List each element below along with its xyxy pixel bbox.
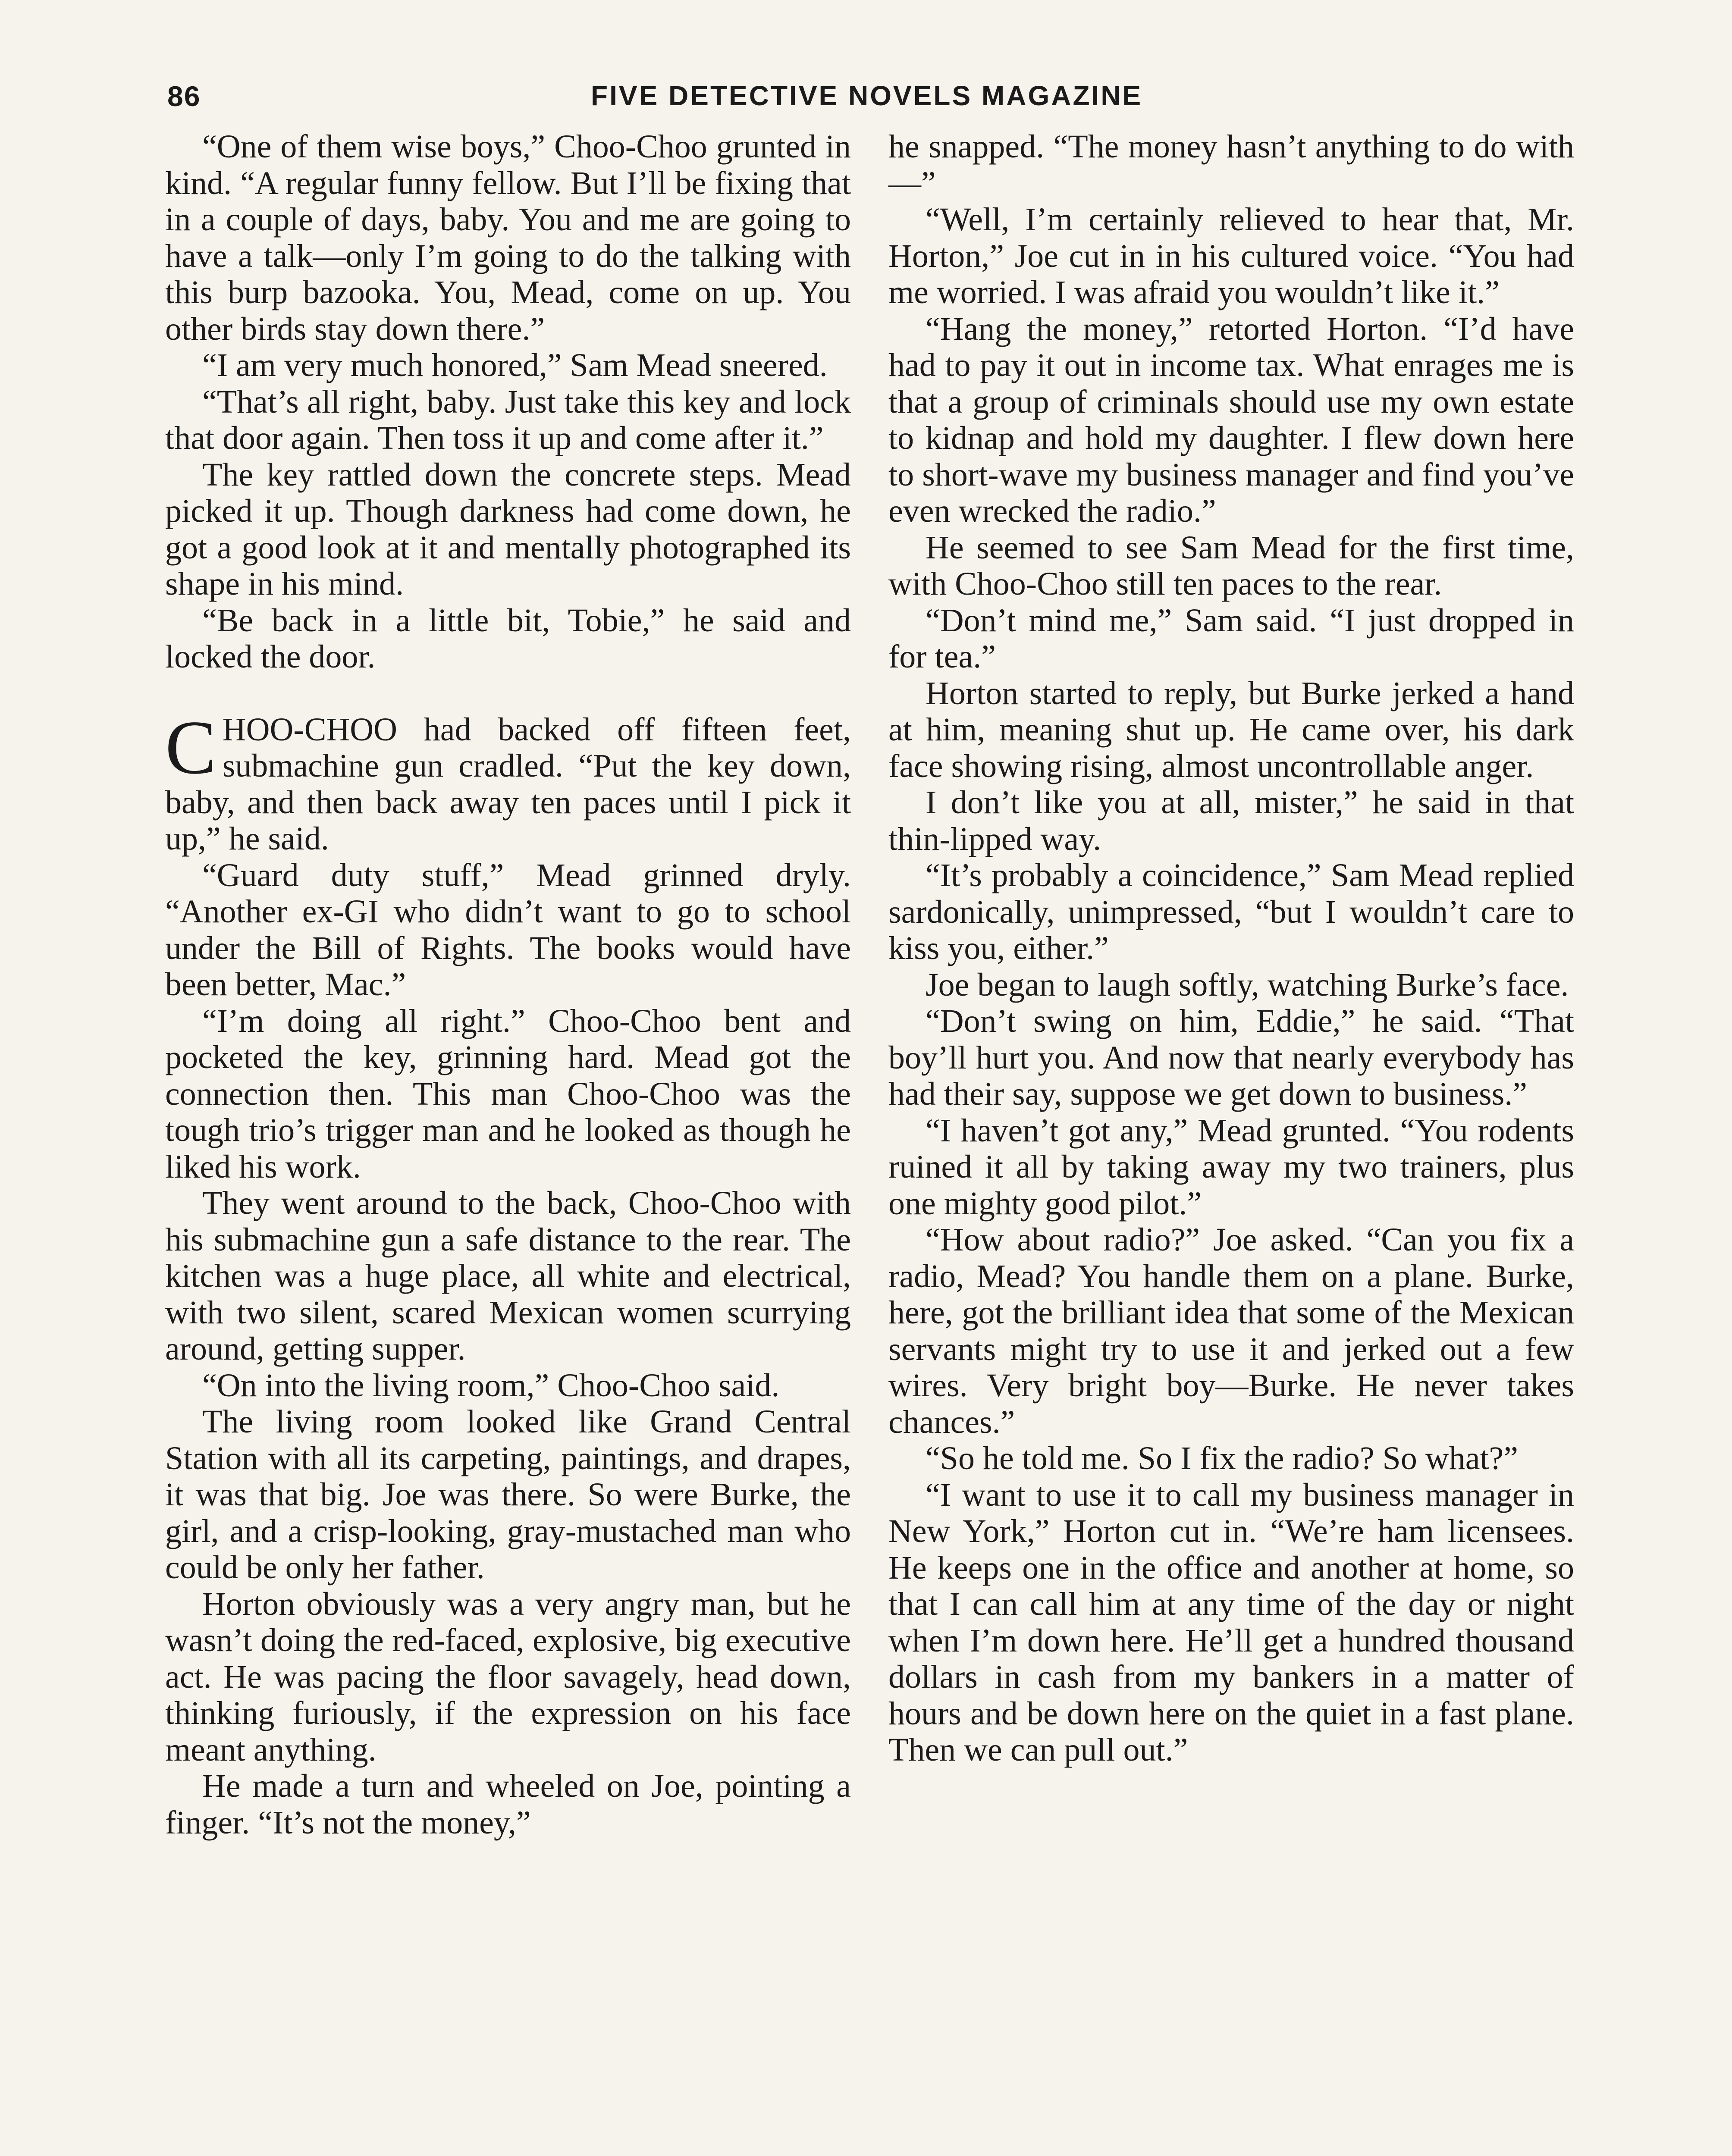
paragraph: “So he told me. So I fix the radio? So what?”: [926, 1440, 1519, 1476]
paragraph: “Guard duty stuff,” Mead grinned dryly. “Another ex-GI who didn’t want to go to school under the Bill of Rights. The books would have been better, Mac.”: [165, 857, 851, 1003]
paragraph: He seemed to see Sam Mead for the first time, with Choo-Choo still ten paces to the rear.: [888, 529, 1574, 602]
paragraph: “That’s all right, baby. Just take this key and lock that door again. Then toss it up and come after it.”: [165, 383, 851, 456]
left-text-column: [165, 128, 851, 1841]
paragraph: “Well, I’m certainly relieved to hear that, Mr. Horton,” Joe cut in in his cultured voice. “You had me worried. I was afraid you wouldn’t like it.”: [888, 201, 1574, 310]
paragraph: He made a turn and wheeled on Joe, pointing a finger. “It’s not the money,”: [165, 1768, 851, 1841]
paragraph: “Hang the money,” retorted Horton. “I’d have had to pay it out in income tax. What enrages me is that a group of criminals should use my own estate to kidnap and hold my daughter. I flew down here to short-wave my business manager and find you’ve even wrecked the radio.”: [888, 310, 1574, 529]
right-text-column: [888, 128, 1574, 1768]
paragraph-with-drop-cap: [165, 704, 851, 857]
drop-cap-letter: C: [165, 704, 216, 790]
page-number: 86: [167, 80, 201, 112]
paragraph: “One of them wise boys,” Choo-Choo grunted in kind. “A regular funny fellow. But I’ll be fixing that in a couple of days, baby. You and me are going to have a talk—only I’m going to do the talking with this burp bazooka. You, Mead, come on up. You other birds stay down there.”: [165, 128, 851, 347]
paragraph: I don’t like you at all, mister,” he said in that thin-lipped way.: [888, 784, 1574, 857]
paragraph: “Don’t swing on him, Eddie,” he said. “That boy’ll hurt you. And now that nearly everybody has had their say, suppose we get down to business.”: [888, 1003, 1574, 1112]
paragraph: They went around to the back, Choo-Choo with his submachine gun a safe distance to the rear. The kitchen was a huge place, all white and electrical, with two silent, scared Mexican women scurrying around, getting supper.: [165, 1185, 851, 1367]
paragraph: “I’m doing all right.” Choo-Choo bent and pocketed the key, grinning hard. Mead got the connection then. This man Choo-Choo was the tough trio’s trigger man and he looked as though he liked his work.: [165, 1003, 851, 1185]
paragraph: “I haven’t got any,” Mead grunted. “You rodents ruined it all by taking away my two trainers, plus one mighty good pilot.”: [888, 1112, 1574, 1222]
paragraph: “How about radio?” Joe asked. “Can you fix a radio, Mead? You handle them on a plane. Burke, here, got the brilliant idea that some of the Mexican servants might try to use it and jerked out a few wires. Very bright boy—Burke. He never takes chances.”: [888, 1222, 1574, 1440]
paragraph-continued: he snapped. “The money hasn’t anything to do with—”: [888, 128, 1574, 201]
paragraph: “Don’t mind me,” Sam said. “I just dropped in for tea.”: [888, 602, 1574, 675]
paragraph: “On into the living room,” Choo-Choo said.: [202, 1367, 780, 1404]
paragraph: “I am very much honored,” Sam Mead sneered.: [202, 347, 828, 383]
paragraph: “It’s probably a coincidence,” Sam Mead replied sardonically, unimpressed, “but I wouldn’t care to kiss you, either.”: [888, 857, 1574, 966]
page-header: [0, 80, 1732, 119]
running-title: FIVE DETECTIVE NOVELS MAGAZINE: [591, 80, 1143, 111]
paragraph: Horton obviously was a very angry man, but he wasn’t doing the red-faced, explosive, big executive act. He was pacing the floor savagely, head down, thinking furiously, if the expression on his face meant anything.: [165, 1586, 851, 1768]
section-break: [165, 675, 851, 711]
paragraph: “I want to use it to call my business manager in New York,” Horton cut in. “We’re ham licensees. He keeps one in the office and another at home, so that I can call him at any time of the day or night when I’m down here. He’ll get a hundred thousand dollars in cash from my bankers in a matter of hours and be down here on the quiet in a fast plane. Then we can pull out.”: [888, 1476, 1574, 1768]
paragraph-text: HOO-CHOO had backed off fifteen feet, submachine gun cradled. “Put the key down, baby, and then back away ten paces until I pick it up,” he said.: [165, 711, 851, 857]
paragraph: Joe began to laugh softly, watching Burke’s face.: [926, 966, 1569, 1003]
paragraph: The living room looked like Grand Central Station with all its carpeting, paintings, and drapes, it was that big. Joe was there. So were Burke, the girl, and a crisp-looking, gray-mustached man who could be only her father.: [165, 1404, 851, 1586]
paragraph: Horton started to reply, but Burke jerked a hand at him, meaning shut up. He came over, his dark face showing rising, almost uncontrollable anger.: [888, 675, 1574, 784]
paragraph: The key rattled down the concrete steps. Mead picked it up. Though darkness had come down, he got a good look at it and mentally photographed its shape in his mind.: [165, 456, 851, 602]
paragraph: “Be back in a little bit, Tobie,” he said and locked the door.: [165, 602, 851, 675]
